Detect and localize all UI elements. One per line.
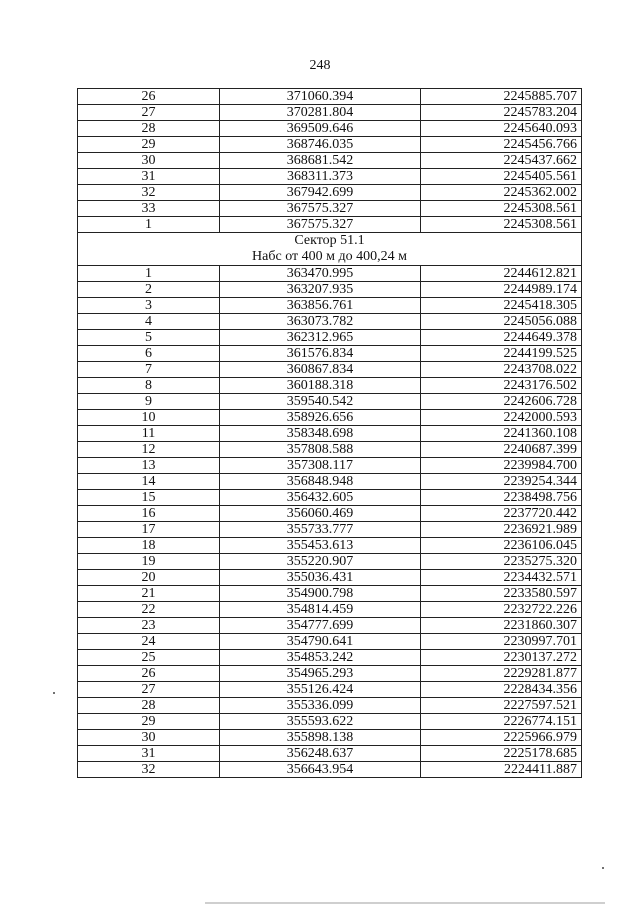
table-row xyxy=(78,217,582,233)
table-row xyxy=(78,746,582,762)
table-row xyxy=(78,490,582,506)
x-coordinate: 357308.117 xyxy=(220,458,421,474)
table-row xyxy=(78,762,582,778)
y-coordinate: 2230137.272 xyxy=(421,650,582,666)
table-row xyxy=(78,298,582,314)
table-row xyxy=(78,554,582,570)
section-subtitle: Набс от 400 м до 400,24 м xyxy=(252,249,407,264)
table-row xyxy=(78,153,582,169)
x-coordinate: 367575.327 xyxy=(220,217,421,233)
y-coordinate: 2244989.174 xyxy=(421,282,582,298)
row-number: 24 xyxy=(78,634,220,650)
row-number: 29 xyxy=(78,714,220,730)
table-row xyxy=(78,634,582,650)
y-coordinate: 2245308.561 xyxy=(421,217,582,233)
table-row xyxy=(78,282,582,298)
y-coordinate: 2235275.320 xyxy=(421,554,582,570)
row-number: 28 xyxy=(78,121,220,137)
table-row xyxy=(78,570,582,586)
x-coordinate: 361576.834 xyxy=(220,346,421,362)
y-coordinate: 2236106.045 xyxy=(421,538,582,554)
table-row xyxy=(78,362,582,378)
x-coordinate: 355336.099 xyxy=(220,698,421,714)
y-coordinate: 2244199.525 xyxy=(421,346,582,362)
y-coordinate: 2227597.521 xyxy=(421,698,582,714)
section-title: Сектор 51.1 xyxy=(294,233,365,248)
y-coordinate: 2229281.877 xyxy=(421,666,582,682)
y-coordinate: 2245783.204 xyxy=(421,105,582,121)
table-row xyxy=(78,346,582,362)
row-number: 26 xyxy=(78,666,220,682)
table-row xyxy=(78,650,582,666)
table-body-top xyxy=(78,89,582,233)
x-coordinate: 363470.995 xyxy=(220,266,421,282)
y-coordinate: 2245437.662 xyxy=(421,153,582,169)
table-row xyxy=(78,458,582,474)
table-row xyxy=(78,506,582,522)
y-coordinate: 2224411.887 xyxy=(421,762,582,778)
table-row xyxy=(78,314,582,330)
table-row xyxy=(78,201,582,217)
y-coordinate: 2245308.561 xyxy=(421,201,582,217)
y-coordinate: 2244649.378 xyxy=(421,330,582,346)
row-number: 8 xyxy=(78,378,220,394)
y-coordinate: 2236921.989 xyxy=(421,522,582,538)
x-coordinate: 363856.761 xyxy=(220,298,421,314)
y-coordinate: 2233580.597 xyxy=(421,586,582,602)
row-number: 22 xyxy=(78,602,220,618)
table-row xyxy=(78,474,582,490)
y-coordinate: 2230997.701 xyxy=(421,634,582,650)
y-coordinate: 2245885.707 xyxy=(421,89,582,105)
x-coordinate: 356432.605 xyxy=(220,490,421,506)
y-coordinate: 2237720.442 xyxy=(421,506,582,522)
x-coordinate: 354965.293 xyxy=(220,666,421,682)
page-number: 248 xyxy=(309,58,331,73)
row-number: 29 xyxy=(78,137,220,153)
table-row xyxy=(78,394,582,410)
y-coordinate: 2226774.151 xyxy=(421,714,582,730)
y-coordinate: 2242000.593 xyxy=(421,410,582,426)
table-row xyxy=(78,410,582,426)
y-coordinate: 2228434.356 xyxy=(421,682,582,698)
y-coordinate: 2234432.571 xyxy=(421,570,582,586)
row-number: 16 xyxy=(78,506,220,522)
x-coordinate: 367575.327 xyxy=(220,201,421,217)
x-coordinate: 356643.954 xyxy=(220,762,421,778)
table-row xyxy=(78,378,582,394)
x-coordinate: 368681.542 xyxy=(220,153,421,169)
row-number: 2 xyxy=(78,282,220,298)
table-row xyxy=(78,426,582,442)
row-number: 1 xyxy=(78,217,220,233)
y-coordinate: 2244612.821 xyxy=(421,266,582,282)
section-cell xyxy=(78,233,582,266)
x-coordinate: 360188.318 xyxy=(220,378,421,394)
row-number: 21 xyxy=(78,586,220,602)
row-number: 27 xyxy=(78,105,220,121)
y-coordinate: 2225966.979 xyxy=(421,730,582,746)
row-number: 32 xyxy=(78,185,220,201)
y-coordinate: 2243708.022 xyxy=(421,362,582,378)
table-row xyxy=(78,714,582,730)
y-coordinate: 2245640.093 xyxy=(421,121,582,137)
x-coordinate: 363073.782 xyxy=(220,314,421,330)
x-coordinate: 371060.394 xyxy=(220,89,421,105)
table-row xyxy=(78,586,582,602)
y-coordinate: 2245405.561 xyxy=(421,169,582,185)
x-coordinate: 368311.373 xyxy=(220,169,421,185)
row-number: 27 xyxy=(78,682,220,698)
table-row xyxy=(78,538,582,554)
table-row xyxy=(78,602,582,618)
y-coordinate: 2240687.399 xyxy=(421,442,582,458)
table-row xyxy=(78,137,582,153)
x-coordinate: 356248.637 xyxy=(220,746,421,762)
y-coordinate: 2239254.344 xyxy=(421,474,582,490)
x-coordinate: 355126.424 xyxy=(220,682,421,698)
y-coordinate: 2239984.700 xyxy=(421,458,582,474)
table-row xyxy=(78,442,582,458)
x-coordinate: 359540.542 xyxy=(220,394,421,410)
row-number: 19 xyxy=(78,554,220,570)
table-row xyxy=(78,121,582,137)
scan-artifact-dot xyxy=(53,692,55,694)
scan-artifact-line xyxy=(205,902,605,904)
row-number: 4 xyxy=(78,314,220,330)
table-row xyxy=(78,89,582,105)
row-number: 1 xyxy=(78,266,220,282)
coordinates-table xyxy=(77,88,582,778)
row-number: 11 xyxy=(78,426,220,442)
scan-artifact-dot xyxy=(602,867,604,869)
row-number: 9 xyxy=(78,394,220,410)
table-row xyxy=(78,682,582,698)
row-number: 33 xyxy=(78,201,220,217)
row-number: 30 xyxy=(78,730,220,746)
row-number: 30 xyxy=(78,153,220,169)
x-coordinate: 357808.588 xyxy=(220,442,421,458)
table-row xyxy=(78,618,582,634)
row-number: 31 xyxy=(78,169,220,185)
y-coordinate: 2245056.088 xyxy=(421,314,582,330)
table-body-bottom xyxy=(78,266,582,778)
table-row xyxy=(78,730,582,746)
x-coordinate: 358348.698 xyxy=(220,426,421,442)
row-number: 18 xyxy=(78,538,220,554)
row-number: 6 xyxy=(78,346,220,362)
row-number: 31 xyxy=(78,746,220,762)
x-coordinate: 358926.656 xyxy=(220,410,421,426)
row-number: 17 xyxy=(78,522,220,538)
table-row xyxy=(78,666,582,682)
table-row xyxy=(78,266,582,282)
row-number: 32 xyxy=(78,762,220,778)
row-number: 23 xyxy=(78,618,220,634)
x-coordinate: 367942.699 xyxy=(220,185,421,201)
x-coordinate: 363207.935 xyxy=(220,282,421,298)
y-coordinate: 2232722.226 xyxy=(421,602,582,618)
x-coordinate: 354900.798 xyxy=(220,586,421,602)
y-coordinate: 2245456.766 xyxy=(421,137,582,153)
row-number: 13 xyxy=(78,458,220,474)
y-coordinate: 2241360.108 xyxy=(421,426,582,442)
x-coordinate: 355593.622 xyxy=(220,714,421,730)
y-coordinate: 2243176.502 xyxy=(421,378,582,394)
row-number: 5 xyxy=(78,330,220,346)
x-coordinate: 354777.699 xyxy=(220,618,421,634)
row-number: 10 xyxy=(78,410,220,426)
table-row xyxy=(78,169,582,185)
row-number: 3 xyxy=(78,298,220,314)
table-row xyxy=(78,330,582,346)
x-coordinate: 354790.641 xyxy=(220,634,421,650)
table-row xyxy=(78,522,582,538)
y-coordinate: 2242606.728 xyxy=(421,394,582,410)
x-coordinate: 355453.613 xyxy=(220,538,421,554)
row-number: 15 xyxy=(78,490,220,506)
row-number: 14 xyxy=(78,474,220,490)
x-coordinate: 369509.646 xyxy=(220,121,421,137)
row-number: 7 xyxy=(78,362,220,378)
x-coordinate: 356060.469 xyxy=(220,506,421,522)
table-row xyxy=(78,185,582,201)
y-coordinate: 2245362.002 xyxy=(421,185,582,201)
x-coordinate: 356848.948 xyxy=(220,474,421,490)
y-coordinate: 2231860.307 xyxy=(421,618,582,634)
section-row xyxy=(78,233,582,266)
x-coordinate: 355036.431 xyxy=(220,570,421,586)
y-coordinate: 2245418.305 xyxy=(421,298,582,314)
table-row xyxy=(78,105,582,121)
x-coordinate: 355898.138 xyxy=(220,730,421,746)
x-coordinate: 355220.907 xyxy=(220,554,421,570)
row-number: 12 xyxy=(78,442,220,458)
x-coordinate: 368746.035 xyxy=(220,137,421,153)
x-coordinate: 360867.834 xyxy=(220,362,421,378)
table-row xyxy=(78,698,582,714)
section-header xyxy=(78,233,582,266)
row-number: 26 xyxy=(78,89,220,105)
x-coordinate: 355733.777 xyxy=(220,522,421,538)
row-number: 28 xyxy=(78,698,220,714)
x-coordinate: 362312.965 xyxy=(220,330,421,346)
y-coordinate: 2225178.685 xyxy=(421,746,582,762)
row-number: 20 xyxy=(78,570,220,586)
y-coordinate: 2238498.756 xyxy=(421,490,582,506)
x-coordinate: 370281.804 xyxy=(220,105,421,121)
row-number: 25 xyxy=(78,650,220,666)
x-coordinate: 354814.459 xyxy=(220,602,421,618)
x-coordinate: 354853.242 xyxy=(220,650,421,666)
